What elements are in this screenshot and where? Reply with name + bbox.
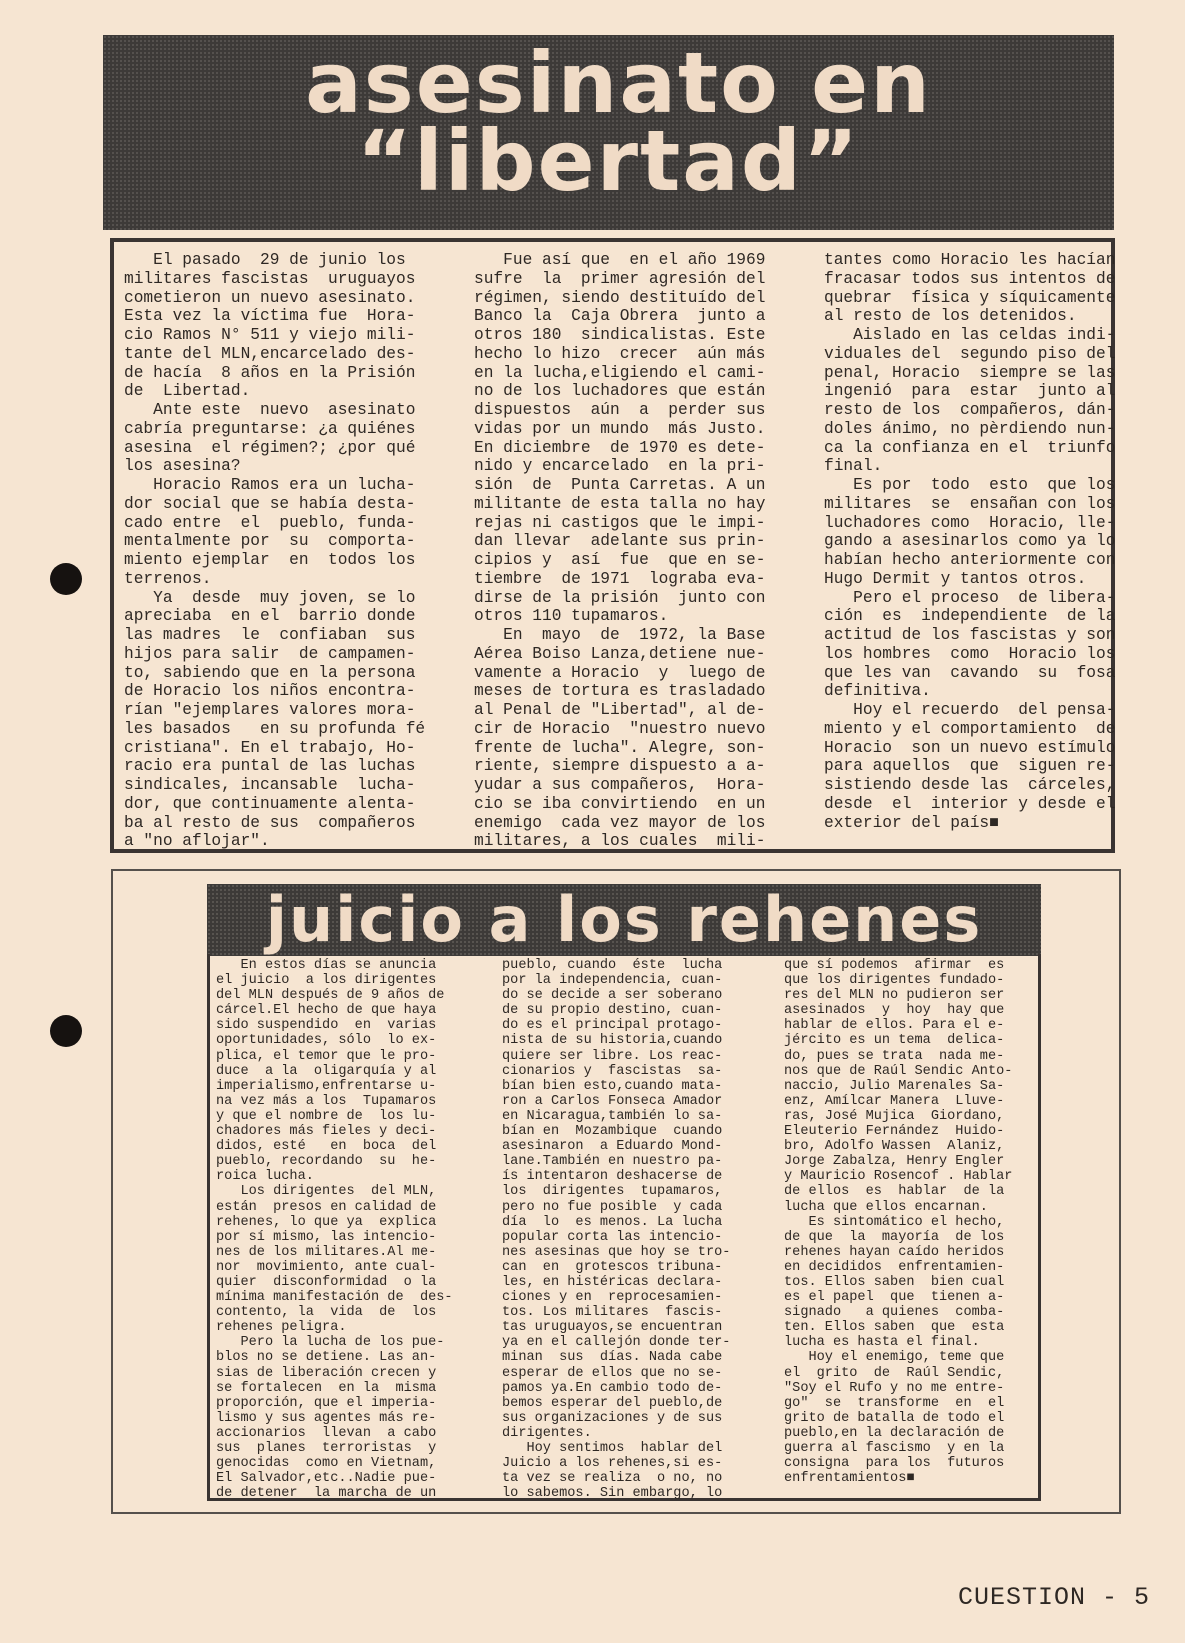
punch-hole-upper: [50, 563, 82, 595]
article1-column-1: El pasado 29 de junio los militares fascistas uruguayos cometieron un nuevo asesinato. Esta vez la víctima fue Hora- cio Ramos N° 511 y viejo mili- tante del MLN,encarcelado des- de hacía 8 años en la Prisión de Libertad. Ante este nuevo asesinato cabría preguntarse: ¿a quiénes asesina el régimen?; ¿por qué los asesina? Horacio Ramos era un lucha- dor social que se había desta- cado entre el pueblo, funda- mentalmente por su comporta- miento ejemplar en todos los terrenos. Ya desde muy joven, se lo apreciaba en el barrio donde las madres le confiaban sus hijos para salir de campamen- to, sabiendo que en la persona de Horacio los niños encontra- rían "ejemplares valores mora- les basados en su profunda fé cristiana". En el trabajo, Ho- racio era puntal de las luchas sindicales, incansable lucha- dor, que continuamente alenta- ba al resto de sus compañeros a "no aflojar".: [124, 251, 426, 851]
article1-title-line1: asesinato en: [305, 35, 932, 132]
article1-title-line2: “libertad”: [356, 112, 861, 210]
article2-column-1: En estos días se anuncia el juicio a los dirigentes del MLN después de 9 años de cárcel.El hecho de que haya sido suspendido en varias oportunidades, sólo lo ex- plica, el temor que le pro- duce a la oligarquía y al imperialismo,enfrentarse u- na vez más a los Tupamaros y que el nombre de los lu- chadores más fieles y deci- didos, esté en boca del pueblo, recordando su he- roica lucha. Los dirigentes del MLN, están presos en calidad de rehenes, lo que ya explica por sí mismo, las intencio- nes de los militares.Al me- nor movimiento, ante cual- quier disconformidad o la mínima manifestación de des- contento, la vida de los rehenes peligra. Pero la lucha de los pue- blos no se detiene. Las an- sias de liberación crecen y se fortalecen en la misma proporción, que el imperia- lismo y sus agentes más re- accionarios llevan a cabo sus planes terroristas y genocidas como en Vietnam, El Salvador,etc..Nadie pue- de detener la marcha de un: [216, 958, 453, 1502]
punch-hole-lower: [50, 1015, 82, 1047]
article2-column-2: pueblo, cuando éste lucha por la independencia, cuan- do se decide a ser soberano de su propio destino, cuan- do es el principal protago- nista de su historia,cuando quiere ser libre. Los reac- cionarios y fascistas sa- bían bien esto,cuando mata- ron a Carlos Fonseca Amador en Nicaragua,también lo sa- bían en Mozambique cuando asesinaron a Eduardo Mond- lane.También en nuestro pa- ís intentaron deshacerse de los dirigentes tupamaros, pero no fue posible y cada día lo es menos. La lucha popular corta las intencio- nes asesinas que hoy se tro- can en grotescos tribuna- les, en histéricas declara- ciones y en reprocesamien- tos. Los militares fascis- tas uruguayos,se encuentran ya en el callejón donde ter- minan sus días. Nada cabe esperar de ellos que no se- pamos ya.En cambio todo de- bemos esperar del pueblo,de sus organizaciones y de sus dirigentes. Hoy sentimos hablar del Juicio a los rehenes,si es- ta vez se realiza o no, no lo sabemos. Sin embargo, lo: [502, 958, 731, 1502]
page-footer: CUESTION - 5: [958, 1583, 1151, 1612]
article1-title-banner: [103, 35, 1114, 230]
article2-column-3: que sí podemos afirmar es que los dirigentes fundado- res del MLN no pudieron ser asesinados y hoy hay que hablar de ellos. Para el e- jército es un tema delica- do, pues se trata nada me- nos que de Raúl Sendic Anto- naccio, Julio Marenales Sa- enz, Amílcar Manera Lluve- ras, José Mujica Giordano, Eleuterio Fernández Huido- bro, Adolfo Wassen Alaniz, Jorge Zabalza, Henry Engler y Mauricio Rosencof . Hablar de ellos es hablar de la lucha que ellos encarnan. Es sintomático el hecho, de que la mayoría de los rehenes hayan caído heridos en decididos enfrentamien- tos. Ellos saben bien cual es el papel que tienen a- signado a quienes comba- ten. Ellos saben que esta lucha es hasta el final. Hoy el enemigo, teme que el grito de Raúl Sendic, "Soy el Rufo y no me entre- go" se transforme en el grito de batalla de todo el pueblo,en la declaración de guerra al fascismo y en la consigna para los futuros enfrentamientos■: [784, 958, 1013, 1487]
article1-column-2: Fue así que en el año 1969 sufre la primer agresión del régimen, siendo destituído del Banco la Caja Obrera junto a otros 180 sindicalistas. Este hecho lo hizo crecer aún más en la lucha,eligiendo el cami- no de los luchadores que están dispuestos aún a perder sus vidas por un mundo más Justo. En diciembre de 1970 es dete- nido y encarcelado en la pri- sión de Punta Carretas. A un militante de esta talla no hay rejas ni castigos que le impi- dan llevar adelante sus prin- cipios y así fue que en se- tiembre de 1971 lograba eva- dirse de la prisión junto con otros 110 tupamaros. En mayo de 1972, la Base Aérea Boiso Lanza,detiene nue- vamente a Horacio y luego de meses de tortura es trasladado al Penal de "Libertad", al de- cir de Horacio "nuestro nuevo frente de lucha". Alegre, son- riente, siempre dispuesto a a- yudar a sus compañeros, Hora- cio se iba convirtiendo en un enemigo cada vez mayor de los militares, a los cuales mili-: [474, 251, 766, 851]
article1-column-3: tantes como Horacio les hacían fracasar todos sus intentos de quebrar física y síquicamente al resto de los detenidos. Aislado en las celdas indi- viduales del segundo piso del penal, Horacio siempre se las ingenió para estar junto al resto de los compañeros, dán- doles ánimo, no pèrdiendo nun- ca la confianza en el triunfo final. Es por todo esto que los militares se ensañan con los luchadores como Horacio, lle- gando a asesinarlos como ya lo habían hecho anteriormente con Hugo Dermit y tantos otros. Pero el proceso de libera- ción es independiente de la actitud de los fascistas y son los hombres como Horacio los que les van cavando su fosa definitiva. Hoy el recuerdo del pensa- miento y el comportamiento de Horacio son un nuevo estímulo para aquellos que siguen re- sistiendo desde las cárceles, desde el interior y desde el exterior del país■: [824, 251, 1116, 832]
article2-title-banner: [207, 884, 1041, 956]
article2-title: juicio a los rehenes: [265, 884, 983, 956]
